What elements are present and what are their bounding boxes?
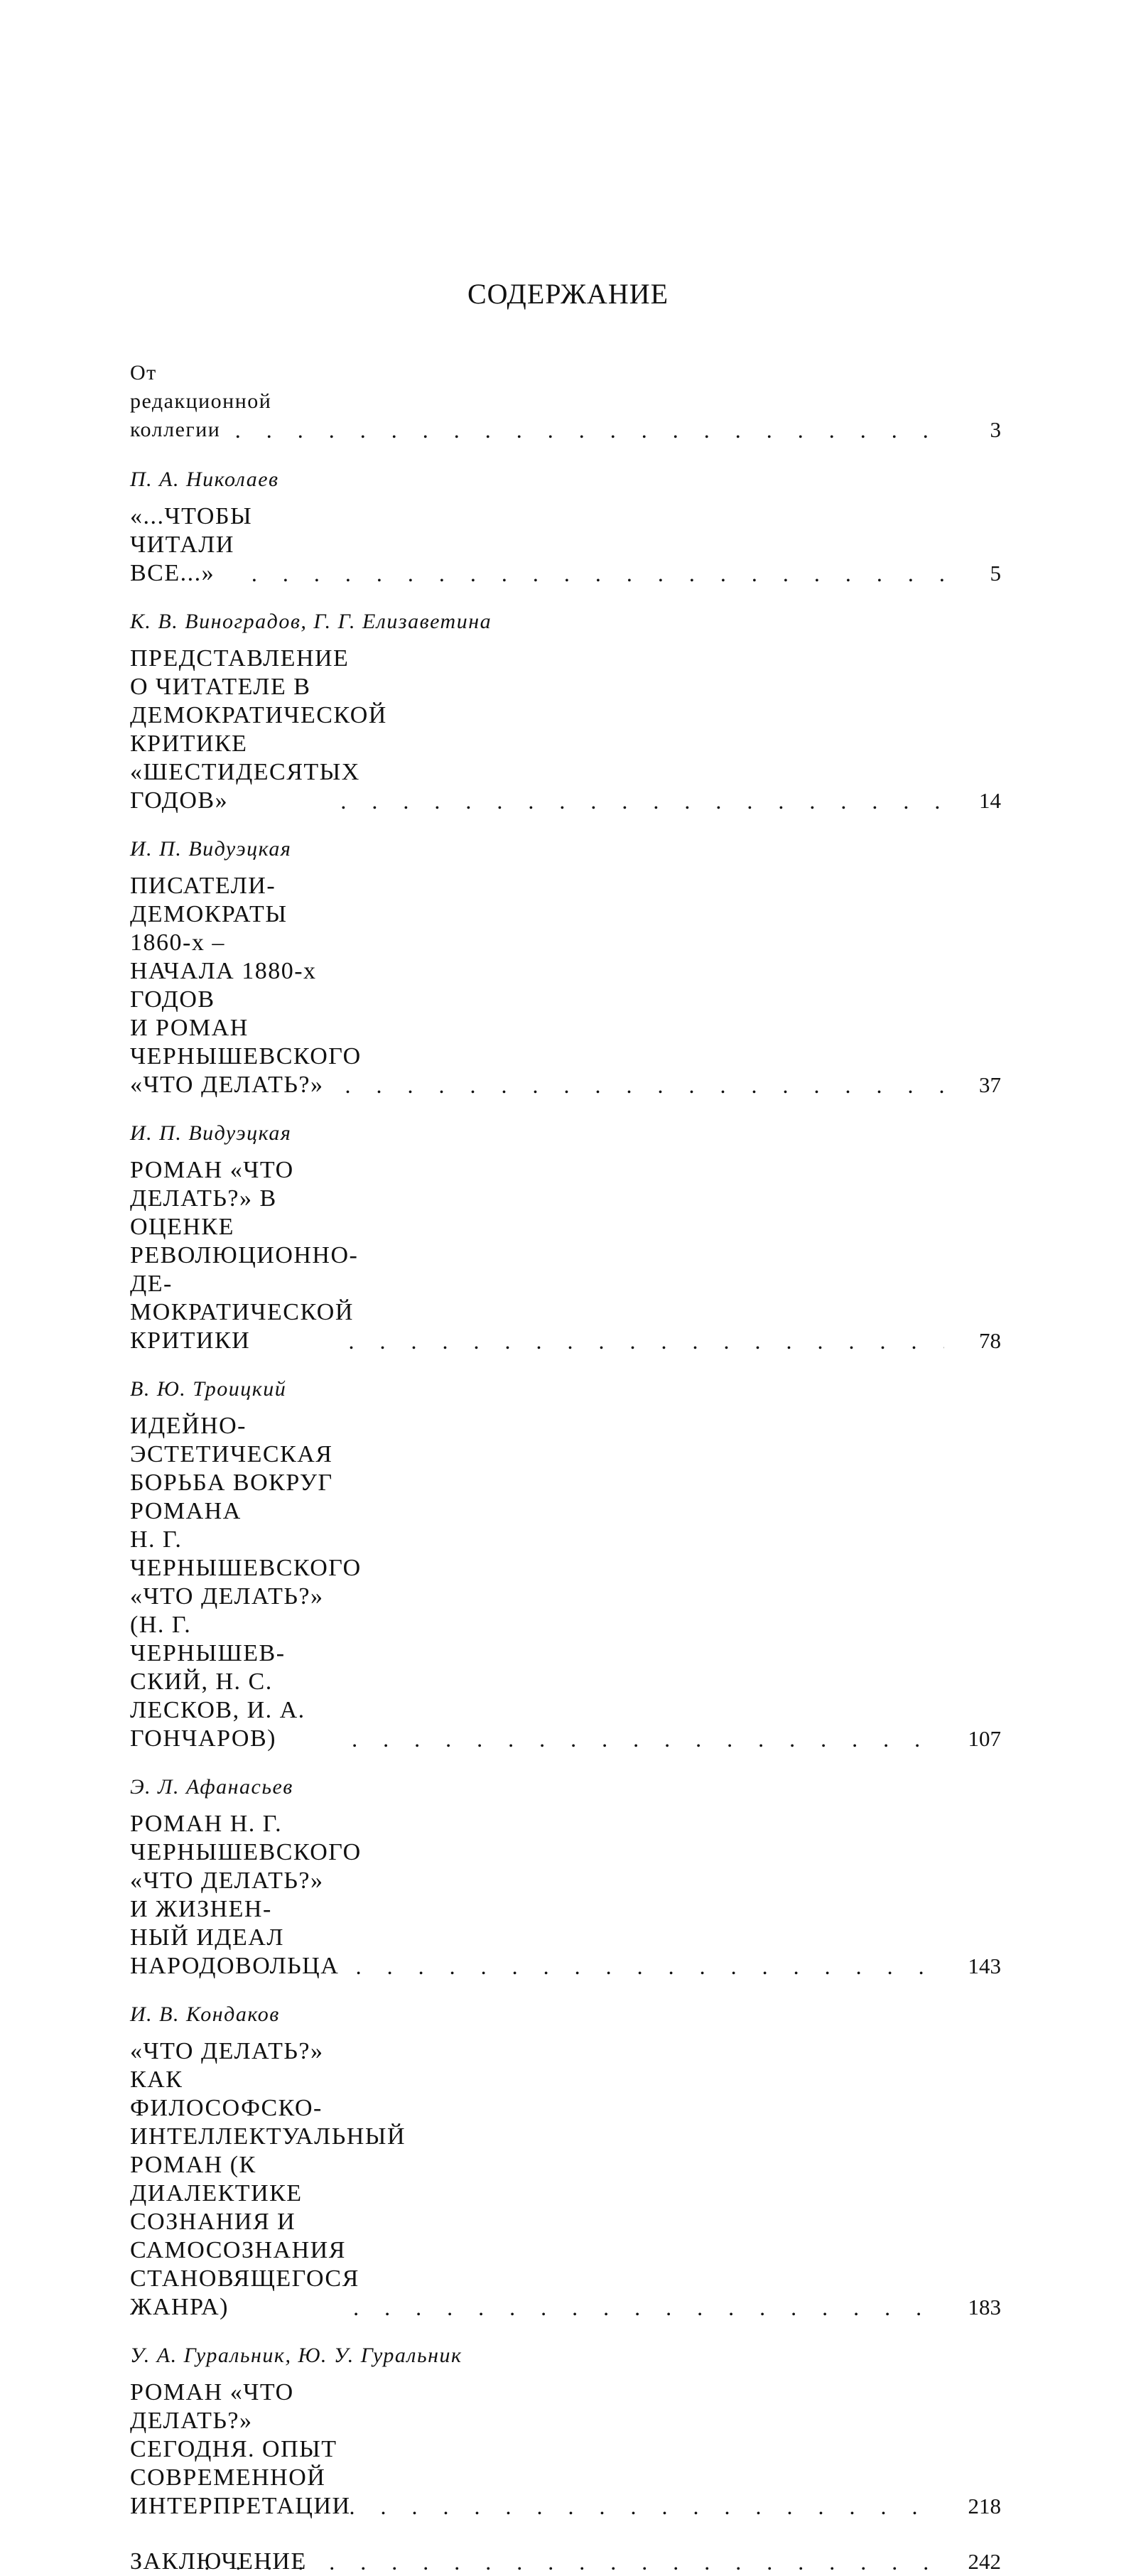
- toc-entry: [130, 2548, 1001, 2576]
- toc-page-number: 5: [990, 561, 1001, 586]
- toc-row: [130, 359, 1001, 444]
- toc-entry: [130, 2341, 1001, 2521]
- dot-leader: [347, 1952, 944, 1980]
- toc-title-wrap: [130, 872, 944, 1099]
- toc-entry: [130, 1119, 1001, 1355]
- toc-row: [130, 1156, 1001, 1355]
- toc-title: «...ЧТОБЫ ЧИТАЛИ ВСЕ...»: [130, 503, 253, 586]
- dot-leader: [341, 2492, 944, 2521]
- toc-title-wrap: [130, 359, 944, 444]
- dot-leader: [343, 1725, 944, 1753]
- dot-leader: [332, 787, 944, 815]
- toc-title: От редакционной коллегии: [130, 361, 272, 441]
- toc-title-wrap: [130, 645, 944, 815]
- toc-title: РОМАН «ЧТО ДЕЛАТЬ?» В ОЦЕНКЕ РЕВОЛЮЦИОННО-ДЕ- МОКРАТИЧЕСКОЙ КРИТИКИ: [130, 1157, 359, 1354]
- toc-author: К. В. Виноградов, Г. Г. Елизаветина: [130, 610, 492, 633]
- toc-title-wrap: [130, 2548, 944, 2576]
- dot-leader: [340, 1327, 944, 1355]
- page-title: СОДЕРЖАНИЕ: [467, 278, 669, 310]
- toc-title: РОМАН Н. Г. ЧЕРНЫШЕВСКОГО «ЧТО ДЕЛАТЬ?» И ЖИЗНЕН- НЫЙ ИДЕАЛ НАРОДОВОЛЬЦА: [130, 1811, 362, 1979]
- dot-leader: [337, 1071, 944, 1099]
- toc-row: [130, 502, 1001, 588]
- toc-title-wrap: [130, 1810, 944, 1980]
- toc-page-number: 14: [979, 788, 1001, 813]
- toc-title-wrap: [130, 1412, 944, 1753]
- toc-row: [130, 872, 1001, 1099]
- toc-title-wrap: [130, 1156, 944, 1355]
- toc-title: ПИСАТЕЛИ-ДЕМОКРАТЫ 1860-х – НАЧАЛА 1880-х ГОДОВ И РОМАН ЧЕРНЫШЕВСКОГО «ЧТО ДЕЛАТЬ?»: [130, 873, 362, 1098]
- toc-author: П. А. Николаев: [130, 468, 279, 491]
- toc-title-wrap: [130, 502, 944, 588]
- toc-title: РОМАН «ЧТО ДЕЛАТЬ?» СЕГОДНЯ. ОПЫТ СОВРЕМЕННОЙ ИНТЕРПРЕТАЦИИ: [130, 2379, 351, 2519]
- toc-row: [130, 1810, 1001, 1980]
- toc-row: [130, 1412, 1001, 1753]
- toc-title: «ЧТО ДЕЛАТЬ?» КАК ФИЛОСОФСКО-ИНТЕЛЛЕКТУАЛЬНЫЙ РОМАН (К ДИАЛЕКТИКЕ СОЗНАНИЯ И САМОСОЗНАНИЯ СТАНОВЯЩЕГОСЯ ЖАНРА): [130, 2038, 406, 2320]
- toc-title-wrap: [130, 2037, 944, 2322]
- toc-title: ЗАКЛЮЧЕНИЕ: [130, 2548, 307, 2575]
- toc-page-number: 3: [990, 417, 1001, 442]
- toc-entry: [130, 1375, 1001, 1753]
- toc-title-wrap: [130, 2378, 944, 2521]
- toc-row: [130, 645, 1001, 815]
- toc-entry: [130, 465, 1001, 588]
- toc-entry: [130, 1773, 1001, 1980]
- toc-page-number: 143: [968, 1953, 1001, 1978]
- table-of-contents: [130, 359, 1001, 2576]
- toc-author: И. П. Видуэцкая: [130, 837, 292, 861]
- toc-author: Э. Л. Афанасьев: [130, 1775, 293, 1799]
- toc-page-number: 78: [979, 1328, 1001, 1353]
- dot-leader: [345, 2293, 944, 2322]
- toc-entry: [130, 608, 1001, 815]
- toc-row: [130, 2548, 1001, 2576]
- toc-author: И. П. Видуэцкая: [130, 1121, 292, 1145]
- toc-author: В. Ю. Троицкий: [130, 1377, 287, 1401]
- toc-author: У. А. Гуральник, Ю. У. Гуральник: [130, 2344, 462, 2367]
- toc-entry: [130, 835, 1001, 1099]
- toc-page-number: 242: [968, 2549, 1001, 2574]
- toc-page-number: 183: [968, 2295, 1001, 2319]
- toc-row: [130, 2037, 1001, 2322]
- toc-title: ПРЕДСТАВЛЕНИЕ О ЧИТАТЕЛЕ В ДЕМОКРАТИЧЕСКОЙ КРИТИКЕ «ШЕСТИДЕСЯТЫХ ГОДОВ»: [130, 645, 387, 814]
- dot-leader: [195, 2548, 944, 2576]
- toc-page-number: 107: [968, 1726, 1001, 1751]
- dot-leader: [243, 559, 944, 588]
- toc-title: ИДЕЙНО-ЭСТЕТИЧЕСКАЯ БОРЬБА ВОКРУГ РОМАНА Н. Г. ЧЕРНЫШЕВСКОГО «ЧТО ДЕЛАТЬ?» (Н. Г. ЧЕРНЫШЕВ- СКИЙ, Н. С. ЛЕСКОВ, И. А. ГОНЧАРОВ): [130, 1413, 362, 1752]
- toc-page-number: 218: [968, 2494, 1001, 2518]
- toc-page-number: 37: [979, 1072, 1001, 1097]
- dot-leader: [227, 416, 944, 444]
- toc-entry: [130, 359, 1001, 444]
- toc-author: И. В. Кондаков: [130, 2003, 280, 2026]
- toc-entry: [130, 2000, 1001, 2322]
- toc-row: [130, 2378, 1001, 2521]
